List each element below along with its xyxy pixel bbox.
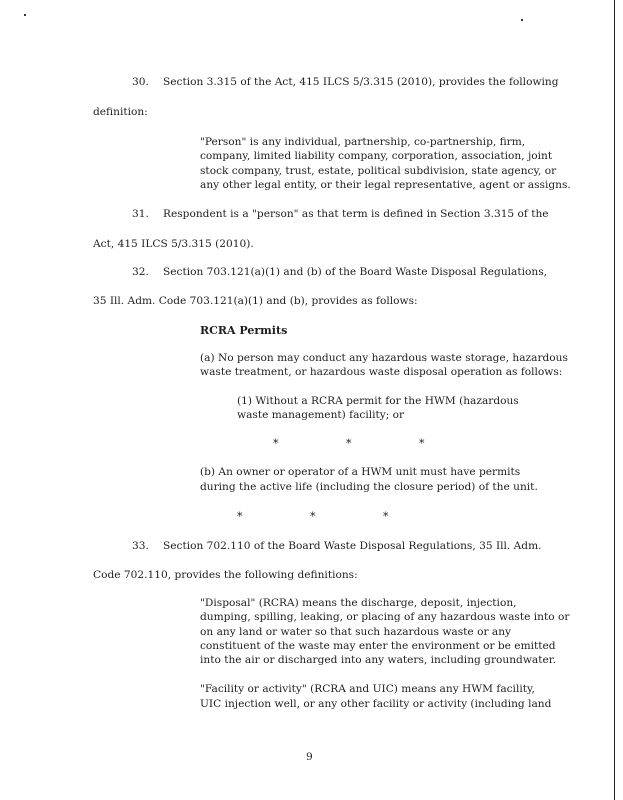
paragraph-33-line: Section 702.110 of the Board Waste Disposal Regulations, 35 Ill. Adm. bbox=[163, 540, 542, 552]
paragraph-31-line: Respondent is a "person" as that term is defined in Section 3.315 of the bbox=[163, 208, 549, 220]
ellipsis-star: * bbox=[310, 510, 316, 523]
disposal-definition-line: on any land or water so that such hazardous waste or any bbox=[200, 626, 512, 638]
facility-definition-line: "Facility or activity" (RCRA and UIC) means any HWM facility, bbox=[200, 683, 535, 695]
subsection-a-line: waste treatment, or hazardous waste disposal operation as follows: bbox=[200, 366, 563, 378]
person-definition-line: any other legal entity, or their legal representative, agent or assigns. bbox=[200, 179, 571, 191]
ellipsis-star: * bbox=[419, 437, 425, 450]
subsection-a1-line: waste management) facility; or bbox=[237, 409, 405, 421]
ellipsis-star: * bbox=[383, 510, 389, 523]
person-definition-line: stock company, trust, estate, political subdivision, state agency, or bbox=[200, 165, 557, 177]
paragraph-30-number: 30. bbox=[132, 76, 149, 88]
scan-speck bbox=[521, 19, 523, 21]
ellipsis-star: * bbox=[237, 510, 243, 523]
disposal-definition-line: "Disposal" (RCRA) means the discharge, deposit, injection, bbox=[200, 597, 517, 609]
paragraph-33-line: Code 702.110, provides the following definitions: bbox=[93, 569, 358, 581]
subsection-a1-line: (1) Without a RCRA permit for the HWM (hazardous bbox=[237, 395, 519, 407]
paragraph-32-line: 35 Ill. Adm. Code 703.121(a)(1) and (b), provides as follows: bbox=[93, 295, 418, 307]
paragraph-32-number: 32. bbox=[132, 266, 149, 278]
scan-edge-line bbox=[614, 0, 615, 800]
disposal-definition-line: into the air or discharged into any waters, including groundwater. bbox=[200, 654, 556, 666]
person-definition-line: "Person" is any individual, partnership, co-partnership, firm, bbox=[200, 136, 526, 148]
disposal-definition-line: constituent of the waste may enter the environment or be emitted bbox=[200, 640, 556, 652]
paragraph-31-line: Act, 415 ILCS 5/3.315 (2010). bbox=[93, 238, 254, 250]
ellipsis-star: * bbox=[273, 437, 279, 450]
paragraph-33-number: 33. bbox=[132, 540, 149, 552]
page-number: 9 bbox=[306, 751, 313, 763]
ellipsis-star: * bbox=[346, 437, 352, 450]
person-definition-line: company, limited liability company, corporation, association, joint bbox=[200, 150, 553, 162]
scan-speck bbox=[24, 14, 26, 16]
paragraph-31-number: 31. bbox=[132, 208, 149, 220]
rcra-permits-heading: RCRA Permits bbox=[200, 324, 288, 337]
subsection-b-line: (b) An owner or operator of a HWM unit must have permits bbox=[200, 466, 521, 478]
paragraph-32-line: Section 703.121(a)(1) and (b) of the Board Waste Disposal Regulations, bbox=[163, 266, 548, 278]
subsection-a-line: (a) No person may conduct any hazardous waste storage, hazardous bbox=[200, 352, 568, 364]
disposal-definition-line: dumping, spilling, leaking, or placing of any hazardous waste into or bbox=[200, 611, 570, 623]
subsection-b-line: during the active life (including the closure period) of the unit. bbox=[200, 481, 538, 493]
paragraph-30-line: definition: bbox=[93, 106, 148, 118]
paragraph-30-line: Section 3.315 of the Act, 415 ILCS 5/3.315 (2010), provides the following bbox=[163, 76, 559, 88]
facility-definition-line: UIC injection well, or any other facility or activity (including land bbox=[200, 698, 552, 710]
